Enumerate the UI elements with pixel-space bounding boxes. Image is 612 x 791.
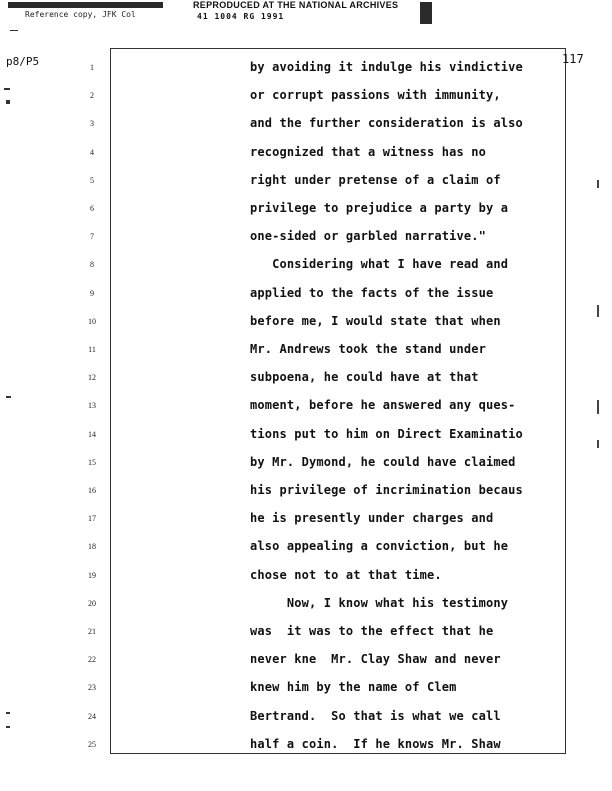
margin-mark (6, 396, 11, 398)
transcript-line: by Mr. Dymond, he could have claimed (250, 454, 516, 469)
transcript-line: Now, I know what his testimony (250, 595, 509, 610)
transcript-line: moment, before he answered any ques- (250, 398, 516, 413)
line-number: 19 (88, 570, 96, 580)
margin-tick (10, 30, 18, 31)
line-number: 14 (88, 429, 96, 439)
line-number: 17 (88, 514, 96, 524)
edge-mark (597, 400, 599, 414)
archives-substamp: 41 1004 RG 1991 (197, 12, 285, 21)
line-number: 13 (88, 401, 96, 411)
edge-mark (597, 305, 599, 317)
line-number: 2 (90, 91, 94, 101)
margin-mark (4, 88, 10, 90)
line-number: 18 (88, 542, 96, 552)
document-id: p8/P5 (6, 55, 40, 68)
transcript-line: and the further consideration is also (250, 116, 523, 131)
transcript-line: Mr. Andrews took the stand under (250, 342, 486, 356)
line-number: 11 (88, 345, 96, 354)
line-number: 1 (90, 63, 94, 72)
transcript-line: he is presently under charges and (250, 511, 494, 526)
transcript-line: subpoena, he could have at that (250, 370, 479, 385)
line-number: 15 (88, 457, 96, 467)
edge-mark (597, 440, 599, 448)
line-number: 8 (90, 260, 94, 270)
line-number: 6 (90, 204, 94, 213)
transcript-line: or corrupt passions with immunity, (250, 88, 501, 103)
archives-stamp: REPRODUCED AT THE NATIONAL ARCHIVES (193, 0, 399, 10)
line-number: 20 (88, 598, 96, 608)
margin-mark (6, 712, 10, 714)
transcript-line: half a coin. If he knows Mr. Shaw (250, 736, 501, 751)
page-number: 117 (562, 52, 584, 66)
header-bar (8, 2, 163, 8)
line-number: 25 (88, 739, 96, 749)
reference-stamp: Reference copy, JFK Col (25, 10, 136, 19)
margin-mark (6, 726, 10, 728)
transcript-line: never kne Mr. Clay Shaw and never (250, 652, 501, 667)
transcript-line: one-sided or garbled narrative." (250, 229, 486, 244)
line-number: 24 (88, 711, 96, 721)
line-number: 10 (88, 316, 96, 326)
transcript-line: Bertrand. So that is what we call (250, 708, 501, 723)
edge-mark (597, 180, 599, 188)
transcript-line: applied to the facts of the issue (250, 285, 494, 300)
header-mark (420, 2, 432, 24)
transcript-line: recognized that a witness has no (250, 144, 486, 159)
line-number: 12 (88, 373, 96, 383)
transcript-line: Considering what I have read and (250, 257, 509, 272)
line-number: 3 (90, 119, 94, 129)
transcript-line: before me, I would state that when (250, 313, 501, 328)
line-number: 4 (90, 147, 94, 157)
line-number: 9 (90, 288, 94, 298)
line-number: 16 (88, 486, 96, 495)
transcript-line: right under pretense of a claim of (250, 172, 501, 187)
transcript-line: by avoiding it indulge his vindictive (250, 60, 523, 74)
margin-mark (6, 100, 10, 104)
transcript-line: knew him by the name of Clem (250, 680, 457, 695)
line-number: 7 (90, 232, 94, 242)
line-number: 5 (90, 175, 94, 185)
line-number: 23 (88, 683, 96, 693)
transcript-line: tions put to him on Direct Examinatio (250, 426, 523, 441)
transcript-line: privilege to prejudice a party by a (250, 201, 509, 215)
transcript-line: chose not to at that time. (250, 567, 442, 582)
transcript-line: his privilege of incrimination becaus (250, 483, 523, 497)
transcript-line: was it was to the effect that he (250, 624, 494, 638)
line-number: 22 (88, 655, 96, 665)
line-number: 21 (88, 627, 96, 636)
transcript-line: also appealing a conviction, but he (250, 539, 509, 554)
